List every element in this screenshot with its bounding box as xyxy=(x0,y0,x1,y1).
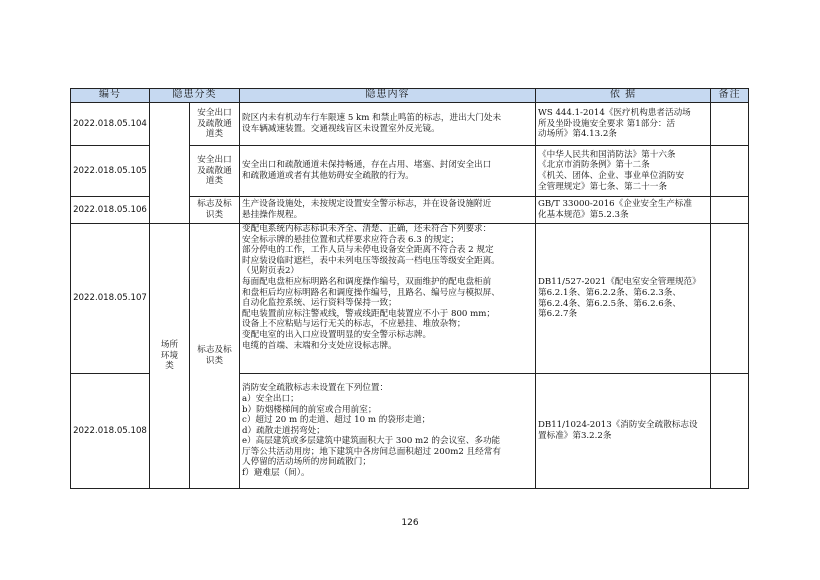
row-remarks xyxy=(711,146,749,197)
text-line: b）防烟楼梯间的前室或合用前室； xyxy=(242,404,377,415)
text-line: 《中华人民共和国消防法》第十六条 xyxy=(538,149,676,160)
header-content: 隐患内容 xyxy=(240,89,536,103)
row-number: 2022.018.05.106 xyxy=(71,197,150,224)
row-subcategory xyxy=(190,103,240,146)
text-line: 消防安全疏散标志未设置在下列位置： xyxy=(242,383,389,394)
text-line: 设备上不应粘贴与运行无关的标志，不应悬挂、堆放杂物； xyxy=(242,319,466,330)
text-line: 安全标示牌的悬挂位置和式样要求应符合表 6.3 的规定； xyxy=(242,234,459,245)
text-line: （见附页表2） xyxy=(242,266,300,277)
page-number: 126 xyxy=(401,518,419,528)
text-line: d）疏散走道拐弯处； xyxy=(242,425,325,436)
text-line: 第6.2.1条、第6.2.2条、第6.2.3条、 xyxy=(538,287,681,298)
text-line: 变配电系统内标志标识未齐全、清楚、正确，还未符合下列要求： xyxy=(242,224,492,234)
group-category xyxy=(150,224,190,489)
row-subcategory xyxy=(190,197,240,224)
header-row xyxy=(71,89,749,103)
text-line: c）超过 20 m 的走道、超过 10 m 的袋形走道； xyxy=(242,415,431,426)
empty-category-cell xyxy=(150,103,190,224)
row-remarks xyxy=(711,197,749,224)
text-line: 类 xyxy=(165,361,174,372)
text-line: 标志及标 xyxy=(197,199,232,210)
text-line: 标志及标 xyxy=(197,345,232,356)
row-number: 2022.018.05.105 xyxy=(71,146,150,197)
text-line: 场所 xyxy=(160,340,179,351)
text-line: 人停留的活动场所的房间疏散门； xyxy=(242,457,371,468)
table-row xyxy=(71,224,749,374)
row-remarks xyxy=(711,103,749,146)
text-line: 电缆的首端、末端和分支处应设标志牌。 xyxy=(242,340,397,351)
text-line: 识类 xyxy=(205,356,224,366)
text-line: 每面配电盘柜应标明路名和调度操作编号，双面维护的配电盘柜前 xyxy=(242,276,492,287)
text-line: 《机关、团体、企业、事业单位消防安 xyxy=(538,171,685,181)
text-line: 厅等公共活动用房；地下建筑中各房间总面积超过 200m2 且经常有 xyxy=(242,446,501,457)
row-content xyxy=(240,224,536,374)
text-line: 生产设备设施处，未按规定设置安全警示标志，并在设备设施附近 xyxy=(242,199,492,210)
text-line: f）避难层（间）。 xyxy=(242,468,310,479)
text-line: 全管理规定》第七条、第二十一条 xyxy=(538,181,667,192)
text-line: DB11/1024-2013《消防安全疏散标志设 xyxy=(538,420,698,431)
row-basis xyxy=(536,224,711,374)
hazard-table xyxy=(70,88,749,489)
text-line: 时应装设临时遮栏，表中未列电压等级按高一档电压等级安全距离。 xyxy=(242,255,500,266)
text-line: 配电装置前应标注警戒线，警戒线距配电装置应不小于 800 mm； xyxy=(242,308,496,319)
text-line: DB11/527-2021《配电室安全管理规范》 xyxy=(538,277,701,288)
header-number: 编号 xyxy=(71,89,150,103)
text-line: 安全出口和疏散通道未保持畅通，存在占用、堵塞、封闭安全出口 xyxy=(242,160,492,171)
text-line: 第6.2.7条 xyxy=(538,309,578,320)
row-basis xyxy=(536,374,711,489)
text-line: 《北京市消防条例》第十二条 xyxy=(538,160,650,171)
merged-subcategory xyxy=(190,224,240,489)
text-line: 环境 xyxy=(160,350,179,361)
row-number: 2022.018.05.108 xyxy=(71,374,150,489)
row-subcategory xyxy=(190,146,240,197)
text-line: 悬挂操作规程。 xyxy=(242,210,303,220)
text-line: 及疏散通 xyxy=(197,118,232,129)
header-category: 隐患分类 xyxy=(150,89,240,103)
row-content xyxy=(240,103,536,146)
header-remarks: 备注 xyxy=(711,89,749,103)
table-row xyxy=(71,103,749,146)
text-line: 和疏散通道或者有其他妨碍安全疏散的行为。 xyxy=(242,171,414,181)
text-line: 道类 xyxy=(205,129,224,140)
text-line: 识类 xyxy=(205,210,224,220)
text-line: 第6.2.4条、第6.2.5条、第6.2.6条、 xyxy=(538,298,681,309)
text-line: 所及坐卧设施安全要求 第1部分：活 xyxy=(538,118,676,129)
row-content xyxy=(240,374,536,489)
row-remarks xyxy=(711,374,749,489)
text-line: 变配电室的出入口应设置明显的安全警示标志牌。 xyxy=(242,329,432,340)
text-line: GB/T 33000-2016《企业安全生产标准 xyxy=(538,199,692,210)
text-line: 安全出口 xyxy=(197,108,232,119)
text-line: 置标准》第3.2.2条 xyxy=(538,431,612,441)
text-line: 设车辆减速装置。交通视线盲区未设置室外反光镜。 xyxy=(242,124,440,134)
row-basis xyxy=(536,103,711,146)
text-line: 道类 xyxy=(205,176,224,187)
text-line: 安全出口 xyxy=(197,155,232,166)
row-remarks xyxy=(711,224,749,374)
row-basis xyxy=(536,197,711,224)
text-line: 院区内未有机动车行车限速 5 km 和禁止鸣笛的标志，进出大门处未 xyxy=(242,113,502,124)
row-number: 2022.018.05.104 xyxy=(71,103,150,146)
text-line: 化基本规范》第5.2.3条 xyxy=(538,210,629,220)
row-number: 2022.018.05.107 xyxy=(71,224,150,374)
row-content xyxy=(240,146,536,197)
row-content xyxy=(240,197,536,224)
text-line: 自动化监控系统、运行资料等保持一致； xyxy=(242,298,397,309)
header-basis: 依 据 xyxy=(536,89,711,103)
row-basis xyxy=(536,146,711,197)
text-line: e）高层建筑或多层建筑中建筑面积大于 300 m2 的会议室、多功能 xyxy=(242,436,501,447)
text-line: 和盘柜后均应标明路名和调度操作编号，且路名、编号应与模拟屏、 xyxy=(242,287,500,298)
text-line: a）安全出口； xyxy=(242,393,299,404)
text-line: WS 444.1-2014《医疗机构患者活动场 xyxy=(538,108,691,119)
text-line: 及疏散通 xyxy=(197,165,232,176)
text-line: 动场所》第4.13.2条 xyxy=(538,129,617,140)
text-line: 部分停电的工作，工作人员与未停电设备安全距离不符合表 2 规定 xyxy=(242,245,494,256)
